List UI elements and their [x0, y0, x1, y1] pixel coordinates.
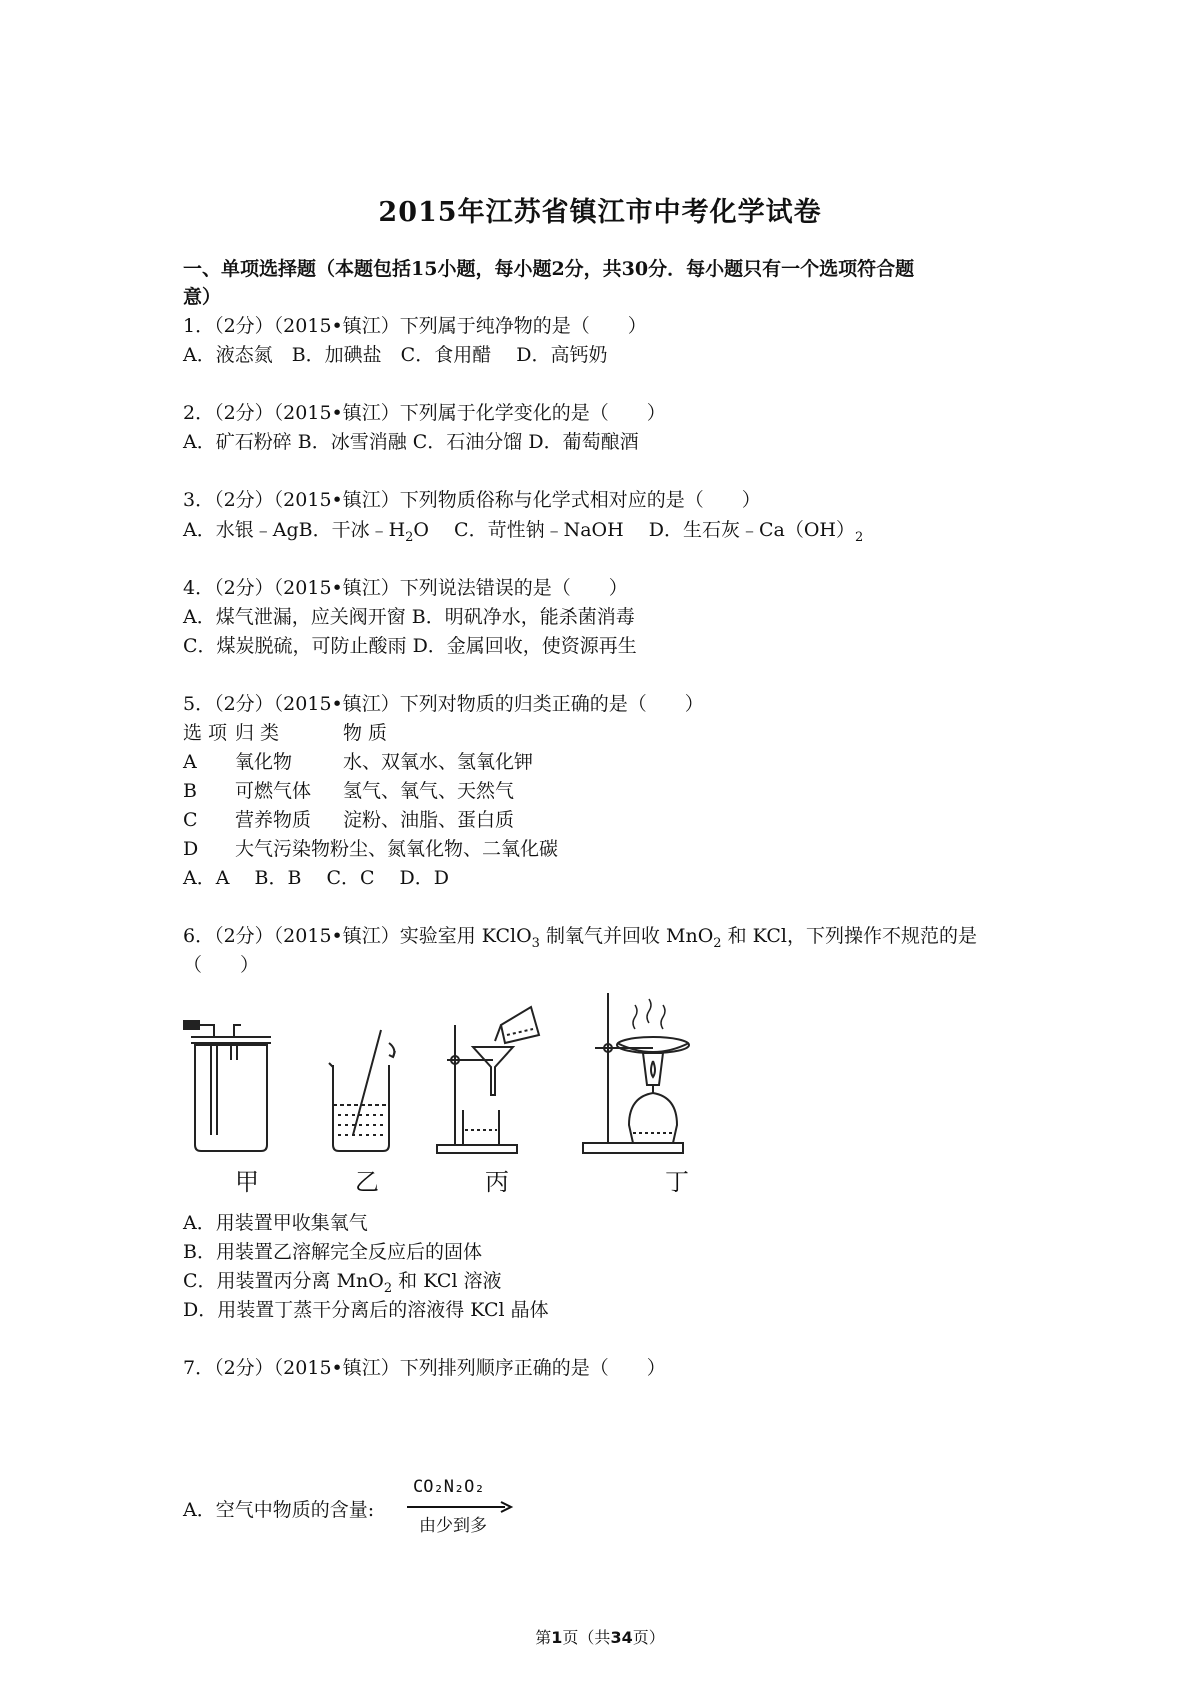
q5-row-category: 大气污染物	[235, 838, 331, 860]
footer-mid: 页（共	[562, 1628, 611, 1647]
footer-pre: 第	[535, 1628, 552, 1647]
q3-opt-rest: O C．苛性钠﹣NaOH D．生石灰﹣Ca（OH）	[413, 519, 855, 541]
q1-options: A．液态氮 B．加碘盐 C．食用醋 D．高钙奶	[183, 344, 608, 366]
table-row	[183, 778, 514, 804]
section-heading: 一、单项选择题（本题包括15小题，每小题2分，共30分．每小题只有一个选项符合题	[183, 258, 915, 280]
table-row	[183, 749, 533, 775]
q7-option-a: A．空气中物质的含量:	[183, 1499, 375, 1521]
q6-opt-c-sub: 2	[383, 1281, 393, 1296]
q5-row-substance: 淀粉、油脂、蛋白质	[343, 809, 515, 831]
q5-row-substance: 水、双氧水、氢氧化钾	[343, 751, 534, 773]
footer-post: 页）	[632, 1628, 665, 1647]
q5-options: A．A B．B C．C D．D	[183, 867, 450, 889]
q5-row-option: C	[183, 809, 198, 831]
q3-sub-2: 2	[405, 530, 414, 545]
q6-stem-b: 制氧气并回收 MnO	[539, 925, 714, 947]
q5-row-category: 可燃气体	[235, 780, 312, 802]
q2-stem: 2．（2分）（2015•镇江）下列属于化学变化的是（ ）	[183, 402, 666, 424]
section-heading-cont: 意）	[183, 286, 222, 308]
q5-row-category: 氧化物	[235, 751, 293, 773]
fig-label-bing: 丙	[485, 1168, 509, 1196]
fig-label-ding: 丁	[665, 1168, 689, 1196]
q6-stem	[183, 923, 977, 957]
fig-label-yi: 乙	[355, 1168, 379, 1196]
q5-stem: 5．（2分）（2015•镇江）下列对物质的归类正确的是（ ）	[183, 693, 704, 715]
q3-opt-a: A．水银﹣AgB．干冰﹣H	[183, 519, 406, 541]
q6-option-a: A．用装置甲收集氧气	[183, 1212, 368, 1234]
q5-row-option: D	[183, 838, 199, 860]
q6-apparatus-figure	[183, 985, 743, 1185]
q6-sub-2: 2	[713, 936, 722, 951]
q5-row-category: 营养物质	[235, 809, 312, 831]
footer-page-number: 1	[551, 1628, 563, 1647]
q6-stem-a: 6．（2分）（2015•镇江）实验室用 KClO	[183, 925, 532, 947]
page-footer	[0, 1625, 1200, 1648]
exam-title: 2015年江苏省镇江市中考化学试卷	[378, 197, 822, 228]
q6-option-b: B．用装置乙溶解完全反应后的固体	[183, 1241, 482, 1263]
q7-arrow-diagram	[405, 1475, 515, 1536]
table-row	[183, 807, 514, 833]
q6-opt-c-pre: C．用装置丙分离 MnO	[183, 1270, 384, 1292]
apparatus-yi-beaker	[329, 1030, 395, 1151]
apparatus-jia-bottle	[183, 1021, 271, 1151]
q7-arrow-bottom-text: 由少到多	[419, 1516, 487, 1536]
q5-row-substance: 氢气、氧气、天然气	[343, 780, 515, 802]
q1-stem: 1．（2分）（2015•镇江）下列属于纯净物的是（ ）	[183, 315, 647, 337]
q6-stem-line2: （ ）	[183, 954, 260, 976]
q5-row-option: B	[183, 780, 197, 802]
q5-row-option: A	[183, 751, 197, 773]
apparatus-ding-evaporation	[583, 993, 689, 1153]
q2-options: A．矿石粉碎 B．冰雪消融 C．石油分馏 D．葡萄酿酒	[183, 431, 639, 453]
q4-stem: 4．（2分）（2015•镇江）下列说法错误的是（ ）	[183, 577, 628, 599]
table-row	[183, 836, 558, 862]
q3-sub-d: 2	[854, 530, 864, 545]
q5-row-substance: 粉尘、氮氧化物、二氧化碳	[330, 838, 559, 860]
q6-opt-c-post: 和 KCl 溶液	[392, 1270, 502, 1292]
q3-options	[183, 517, 863, 551]
q6-sub-3: 3	[531, 936, 540, 951]
q4-options-ab: A．煤气泄漏，应关阀开窗 B．明矾净水，能杀菌消毒	[183, 606, 635, 628]
q4-options-cd: C．煤炭脱硫，可防止酸雨 D．金属回收，使资源再生	[183, 635, 637, 657]
q7-arrow-top-text: CO₂N₂O₂	[413, 1477, 485, 1497]
q7-stem: 7．（2分）（2015•镇江）下列排列顺序正确的是（ ）	[183, 1357, 666, 1379]
fig-label-jia: 甲	[235, 1168, 259, 1196]
q5-header-option: 选 项	[183, 722, 228, 744]
q5-header-category: 归 类	[235, 722, 280, 744]
q5-header-substance: 物 质	[343, 722, 388, 744]
q6-option-d: D．用装置丁蒸干分离后的溶液得 KCl 晶体	[183, 1299, 549, 1321]
footer-total-pages: 34	[610, 1628, 633, 1647]
q5-table-header	[183, 720, 387, 746]
q3-stem: 3．（2分）（2015•镇江）下列物质俗称与化学式相对应的是（ ）	[183, 489, 761, 511]
apparatus-bing-filtration	[437, 1007, 539, 1153]
q6-stem-c: 和 KCl，下列操作不规范的是	[721, 925, 977, 947]
